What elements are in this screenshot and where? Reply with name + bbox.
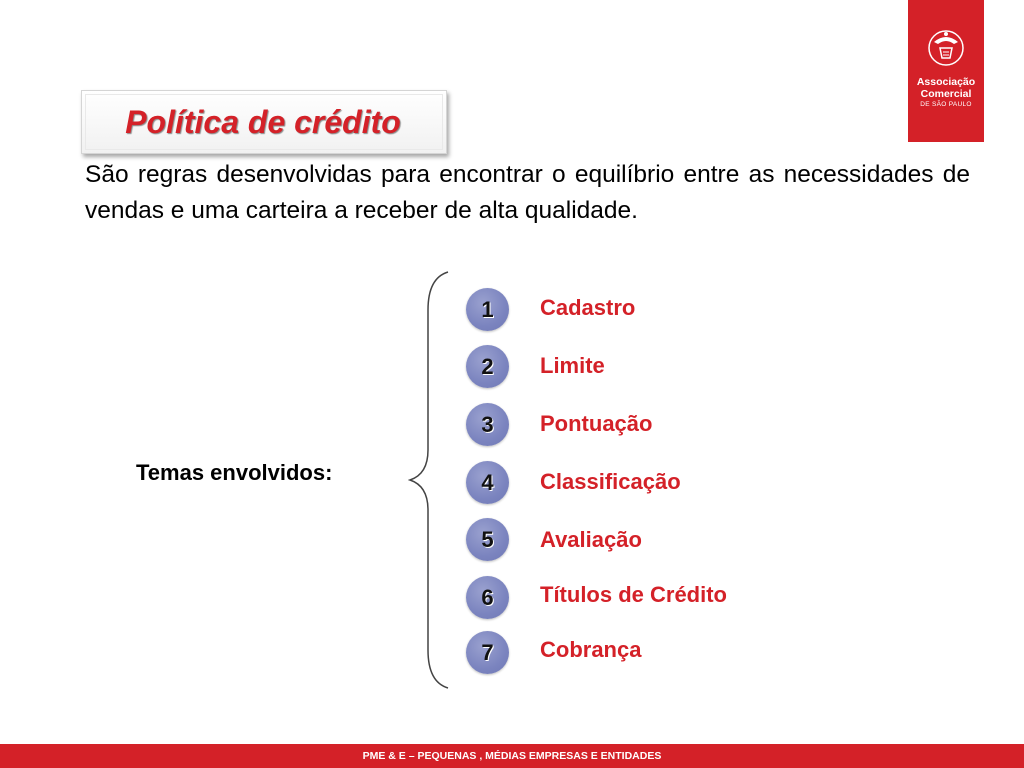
topic-number-badge: 4 bbox=[466, 461, 509, 504]
logo-text-line2: Comercial bbox=[920, 88, 972, 100]
eagle-crest-icon bbox=[926, 26, 966, 70]
topic-number-badge: 3 bbox=[466, 403, 509, 446]
topic-item-avaliacao: Avaliação bbox=[540, 527, 642, 552]
footer-text: PME & E – PEQUENAS , MÉDIAS EMPRESAS E ENTIDADES bbox=[362, 750, 662, 762]
slide-title: Política de crédito bbox=[125, 104, 401, 140]
topics-label: Temas envolvidos: bbox=[136, 460, 333, 485]
topic-number-badge: 2 bbox=[466, 345, 509, 388]
intro-paragraph: São regras desenvolvidas para encontrar o equilíbrio entre as necessidades de vendas e uma carteira a receber de alta qualidade. bbox=[85, 161, 970, 224]
topic-number-badge: 1 bbox=[466, 288, 509, 331]
topic-item-cobranca: Cobrança bbox=[540, 637, 642, 662]
topic-item-classificacao: Classificação bbox=[540, 469, 681, 494]
curly-brace-icon bbox=[408, 270, 458, 690]
topic-item-cadastro: Cadastro bbox=[540, 295, 636, 320]
topic-item-pontuacao: Pontuação bbox=[540, 411, 653, 436]
logo-text-line1: Associação bbox=[916, 76, 976, 88]
topic-number-badge: 7 bbox=[466, 631, 509, 674]
topic-number-badge: 5 bbox=[466, 518, 509, 561]
footer-bar bbox=[0, 744, 1024, 768]
topic-item-limite: Limite bbox=[540, 353, 605, 378]
logo-text-line3: DE SÃO PAULO bbox=[920, 101, 972, 108]
association-logo bbox=[908, 0, 984, 142]
topic-number-badge: 6 bbox=[466, 576, 509, 619]
topic-item-titulos-de-credito: Títulos de Crédito bbox=[540, 582, 727, 607]
